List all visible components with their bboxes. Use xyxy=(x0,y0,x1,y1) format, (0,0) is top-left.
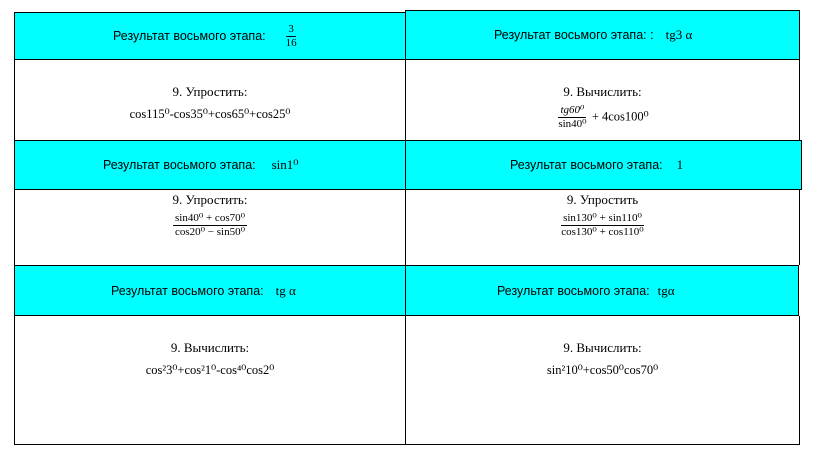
stage-result-header-1 xyxy=(14,12,406,60)
task-cell-5 xyxy=(14,316,406,445)
stage-result-header-6 xyxy=(405,265,799,316)
task-cell-6 xyxy=(405,316,800,445)
task-title: 9. Вычислить: xyxy=(170,340,250,355)
stage-result-value: tgα xyxy=(657,282,675,298)
task-expression: $\frac{\text{sin40⁰ + cos70⁰}}{\text{cos20⁰ − sin50⁰}}$ xyxy=(174,212,246,238)
task-title: 9. Упростить: xyxy=(172,84,248,99)
task-cell-3 xyxy=(14,190,406,265)
task-cell-2 xyxy=(405,60,800,140)
stage-result-label: Результат восьмого этапа: xyxy=(510,158,663,172)
task-expression: cos115⁰-cos35⁰+cos65⁰+cos25⁰ xyxy=(129,107,291,121)
stage-result-label: Результат восьмого этапа: xyxy=(113,29,266,43)
stage-result-label: Результат восьмого этапа: xyxy=(497,283,650,298)
stage-result-header-4 xyxy=(405,140,802,190)
stage-result-label: Результат восьмого этапа: : xyxy=(494,28,654,42)
task-expression: cos²3⁰+cos²1⁰-cos⁴⁰cos2⁰ xyxy=(145,363,275,377)
task-expression: $\frac{\text{tg60⁰}}{\text{sin40⁰}}$ + 4cos100⁰ xyxy=(558,104,649,130)
stage-result-value: tg3 α xyxy=(665,27,693,42)
task-expression: $\frac{\text{sin130⁰ + sin110⁰}}{\text{cos130⁰ + cos110⁰}}$ xyxy=(561,212,644,238)
stage-result-label: Результат восьмого этапа: xyxy=(103,158,256,172)
stage-result-value: tg α xyxy=(275,282,296,298)
stage-result-value: sin1⁰ xyxy=(271,157,299,172)
task-title: 9. Вычислить: xyxy=(563,340,642,355)
task-expression: sin²10⁰+cos50⁰cos70⁰ xyxy=(546,363,659,377)
task-cell-4 xyxy=(405,190,800,265)
task-title: 9. Вычислить: xyxy=(563,84,642,99)
task-title: 9. Упростить xyxy=(566,192,639,207)
task-cell-1 xyxy=(14,60,406,140)
task-title: 9. Упростить: xyxy=(172,192,248,207)
stage-result-value: $\frac{3}{16}$ xyxy=(285,22,297,49)
stage-result-header-3 xyxy=(14,140,406,190)
stage-result-label: Результат восьмого этапа: xyxy=(111,283,264,298)
stage-result-header-5 xyxy=(14,265,406,316)
stage-result-value: 1 xyxy=(676,157,684,172)
stage-result-header-2 xyxy=(405,10,800,60)
